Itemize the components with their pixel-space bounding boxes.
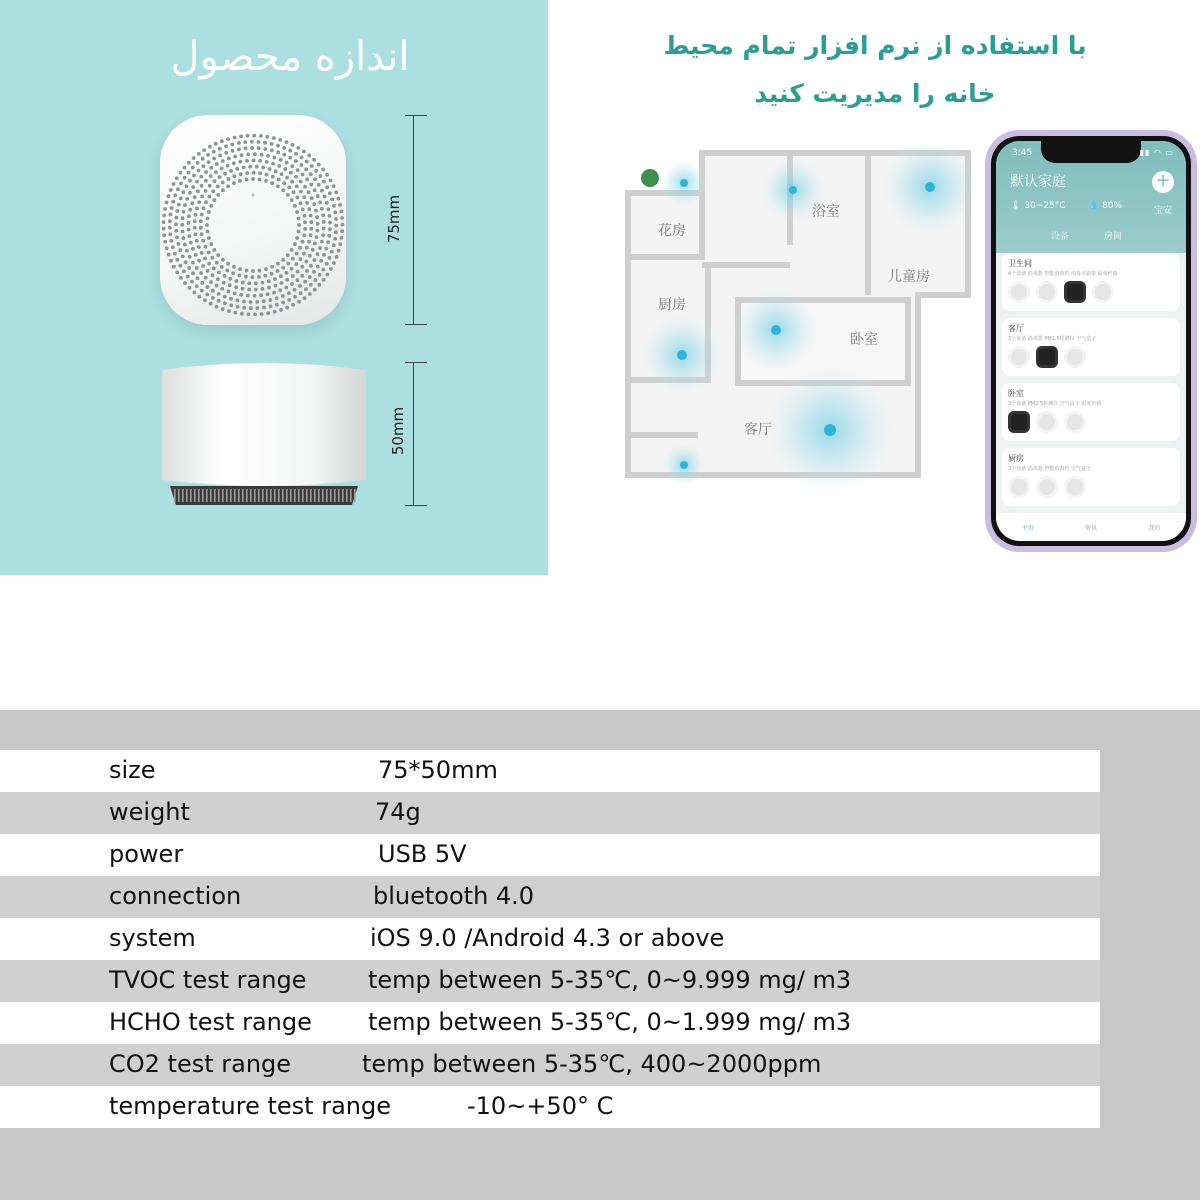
spec-row — [0, 792, 1100, 834]
spec-key: CO2 test range — [109, 1050, 292, 1078]
spec-key: weight — [109, 798, 190, 826]
floorplan-room-label: 花房 — [658, 223, 686, 239]
spec-value: temp between 5-35℃, 0~1.999 mg/ m3 — [368, 1008, 852, 1036]
humidity-readout — [1088, 201, 1122, 211]
room-description: 3个设备 消毒器 PM2.5检测仪 空气盒子 — [1008, 336, 1097, 342]
dimension-tick — [405, 115, 427, 116]
product-size-title: اندازه محصول — [170, 34, 410, 80]
tab-home[interactable]: 主页 — [1021, 524, 1034, 532]
device-side-view-image — [158, 362, 370, 505]
dimension-tick — [405, 505, 427, 506]
home-title: 默认家庭 — [1010, 174, 1066, 190]
device-icon — [1008, 281, 1030, 303]
location-status: 宝安 — [1153, 206, 1172, 216]
device-icon — [1092, 281, 1114, 303]
spec-value: 74g — [375, 798, 421, 826]
phone-notch — [1041, 141, 1141, 163]
spec-row — [0, 1002, 1100, 1044]
app-promo-title-line1: با استفاده از نرم افزار تمام محیط — [663, 31, 1087, 60]
add-device-button[interactable]: + — [1152, 171, 1174, 193]
top-view-height-label: 75mm — [385, 194, 404, 244]
device-icon — [1008, 411, 1030, 433]
room-description: 4个设备 消毒器 智能消毒机 消毒牙刷架 温度传感 — [1008, 271, 1118, 277]
spec-value: temp between 5-35℃, 0~9.999 mg/ m3 — [368, 966, 852, 994]
speaker-grille-icon — [160, 115, 346, 325]
room-card[interactable] — [1002, 448, 1180, 506]
droplet-icon: 💧 — [1088, 201, 1100, 211]
spec-value: 75*50mm — [378, 756, 498, 784]
spec-value: bluetooth 4.0 — [373, 882, 535, 910]
spec-key: size — [109, 756, 156, 784]
height-dimension-line-side — [413, 362, 414, 506]
device-top-view-image — [160, 115, 346, 325]
status-signal-icon: ▮▮ ◠ ▭ — [1139, 148, 1174, 157]
floorplan-room-label: 卧室 — [850, 332, 878, 348]
specifications-table — [0, 710, 1200, 1200]
room-name: 卧室 — [1008, 389, 1024, 398]
height-dimension-line-top — [413, 115, 414, 325]
spec-row — [0, 834, 1100, 876]
spec-value: -10~+50° C — [467, 1092, 614, 1120]
device-icon — [1008, 346, 1030, 368]
app-promo-title-line2: خانه را مدیریت کنید — [754, 79, 996, 108]
app-screen — [996, 141, 1186, 541]
room-description: 3个设备 消毒器 智能消毒机 空气盒子 — [1008, 466, 1091, 472]
app-promo-title — [640, 22, 1110, 118]
floorplan-room-label: 浴室 — [812, 204, 840, 220]
room-device-list — [1008, 281, 1114, 303]
floorplan-room-label: 客厅 — [744, 422, 772, 438]
spec-row — [0, 1086, 1100, 1128]
room-description: 3个设备 PM2.5检测仪 空气盒子 温度传感 — [1008, 401, 1102, 407]
room-device-list — [1008, 346, 1086, 368]
floorplan-room-label: 儿童房 — [888, 269, 930, 285]
device-icon — [1036, 411, 1058, 433]
room-name: 客厅 — [1008, 324, 1024, 333]
floorplan-room-label: 厨房 — [658, 297, 686, 313]
tab-profile[interactable]: 我的 — [1148, 524, 1161, 532]
tab-rooms[interactable]: 房间 — [1104, 232, 1123, 242]
dimension-tick — [405, 324, 427, 325]
tab-devices[interactable]: 设备 — [1051, 232, 1070, 242]
device-icon — [1064, 281, 1086, 303]
spec-value: temp between 5-35℃, 400~2000ppm — [362, 1050, 822, 1078]
spec-row — [0, 1044, 1100, 1086]
spec-row — [0, 960, 1100, 1002]
spec-value: iOS 9.0 /Android 4.3 or above — [370, 924, 725, 952]
device-icon — [1036, 346, 1058, 368]
spec-key: TVOC test range — [109, 966, 307, 994]
room-card[interactable] — [1002, 318, 1180, 376]
spec-row — [0, 876, 1100, 918]
device-icon — [1064, 476, 1086, 498]
room-device-list — [1008, 411, 1086, 433]
status-time: 3:45 — [1012, 148, 1033, 158]
spec-key: power — [109, 840, 184, 868]
humidity-value: 80% — [1102, 201, 1123, 211]
room-card[interactable] — [1002, 253, 1180, 311]
device-icon — [1036, 281, 1058, 303]
tab-news[interactable]: 资讯 — [1084, 524, 1097, 532]
spec-key: HCHO test range — [109, 1008, 312, 1036]
product-size-panel — [0, 0, 548, 575]
room-card[interactable] — [1002, 383, 1180, 441]
device-icon — [1036, 476, 1058, 498]
device-icon — [1008, 476, 1030, 498]
device-icon — [1064, 346, 1086, 368]
spec-value: USB 5V — [378, 840, 467, 868]
room-name: 厨房 — [1008, 454, 1024, 463]
dimension-tick — [405, 362, 427, 363]
spec-key: connection — [109, 882, 242, 910]
side-view-height-label: 50mm — [389, 406, 408, 456]
room-name: 卫生间 — [1008, 259, 1032, 268]
temperature-readout — [1010, 201, 1066, 211]
device-icon — [1064, 411, 1086, 433]
smartphone-image — [985, 130, 1197, 552]
bottom-tab-bar — [996, 513, 1186, 541]
spec-key: system — [109, 924, 196, 952]
spec-row — [0, 918, 1100, 960]
temperature-value: 30~25°C — [1024, 201, 1066, 211]
phone-bezel — [991, 136, 1191, 546]
home-floorplan-image — [618, 145, 980, 495]
room-device-list — [1008, 476, 1086, 498]
thermometer-icon: 🌡 — [1010, 201, 1022, 211]
spec-key: temperature test range — [109, 1092, 391, 1120]
spec-row — [0, 750, 1100, 792]
